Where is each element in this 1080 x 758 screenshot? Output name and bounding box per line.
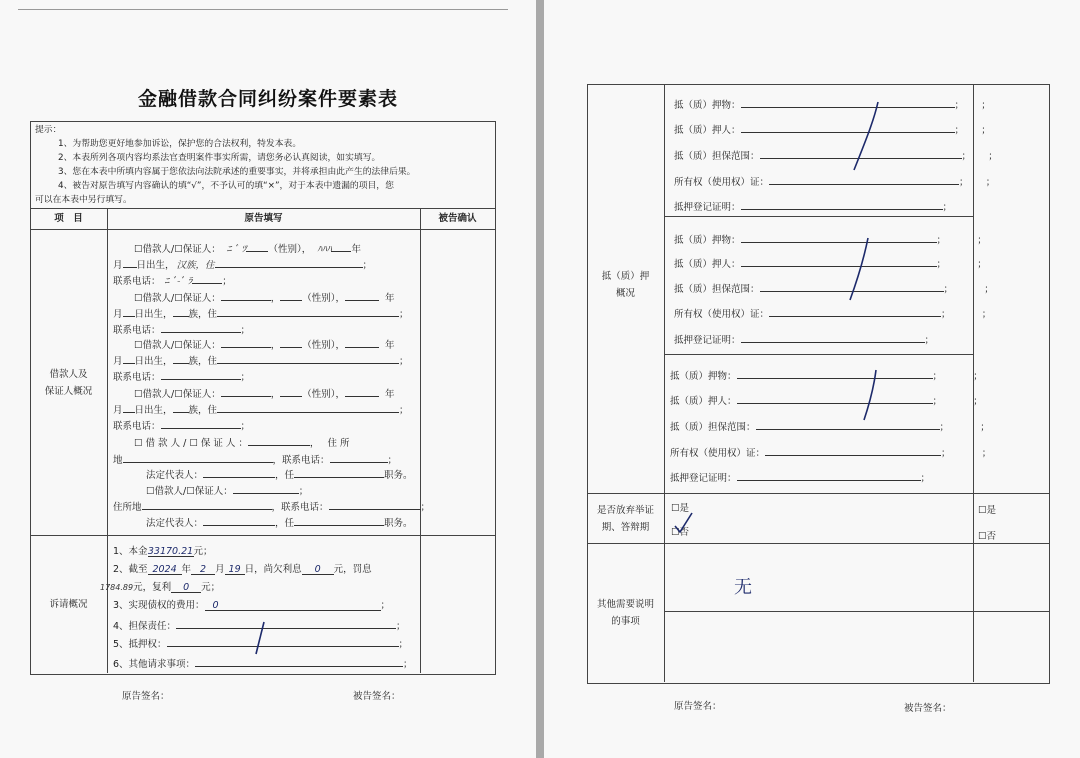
compound-handwritten: 0 [171,582,201,593]
handwritten-slash-block3 [858,368,882,422]
hint-heading: 提示： [35,125,62,135]
claim-interest: 2、截至 2024 年 2 月 19 日，尚欠利息 0 元，罚息 [113,564,372,575]
section-borrower-label [30,366,107,400]
handwritten-slash-block1 [844,100,884,172]
claim-principal: 1、本金33170.21元； [113,546,213,557]
claim-guarantee: 4、担保责任： ； [113,618,406,633]
party1-address-handwritten: 汉族，住 [176,260,215,271]
principal-handwritten: 33170.21 [147,546,194,557]
party2-line1: ☐借款人/☐保证人： ， （性别）， 年 [134,290,395,305]
pledge-section-label [587,268,664,302]
party1-year-handwritten: ﾊﾊﾊ [317,244,332,255]
interest-handwritten: 0 [302,564,334,575]
party1-line3: 联系电话： ﾆ ﾞ-ﾞ ﾗ ； [113,273,232,288]
party1-line2: 月 日出生， 汉族，住 ； [113,257,372,272]
party2-line2: 月 日出生， 族，住 ； [113,306,409,321]
party5-line1: ☐ 借 款 人 / ☐ 保 证 人 ： ， 住 所 [134,435,349,450]
header-item: 项 目 [54,213,83,224]
claim-mortgage: 5、抵押权： ； [113,636,408,651]
pledge2-item: 抵（质）押物： ； ； [674,232,987,247]
handwritten-slash-block2 [844,236,874,302]
pledge3-scope: 抵（质）担保范围： ； ； [670,419,990,434]
party2-line3: 联系电话： ； [113,322,250,337]
waive-section-label [587,502,664,536]
waive-yes-checkbox[interactable]: ☐是 [671,503,690,514]
party5-line2: 地 ，联系电话： ； [113,452,397,467]
pledge2-scope: 抵（质）担保范围： ； ； [674,281,994,296]
plaintiff-signature-label: 原告签名： [122,691,170,702]
party6-line1: ☐借款人/☐保证人： ； [146,483,308,498]
pledge2-person: 抵（质）押人： ； ； [674,256,987,271]
party3-line2: 月 日出生， 族，住 ； [113,353,409,368]
right-defendant-signature-label: 被告签名： [904,703,952,714]
pledge2-reg: 抵押登记证明： ； [674,332,934,347]
pledge1-person: 抵（质）押人： ； ； [674,122,991,137]
section-claims-label: 诉请概况 [49,599,88,610]
pledge3-item: 抵（质）押物： ； ； [670,368,983,383]
pledge-label-line1: 抵（质）押 [601,271,650,282]
other-notes-label [587,596,664,630]
form-title: 金融借款合同纠纷案件要素表 [137,88,398,110]
page-top-rule [18,9,508,10]
hint-line-3: 3、您在本表中所填内容属于您依法向法院承述的重要事实，并将承担由此产生的法律后果。 [58,167,416,177]
other-notes-handwritten: 无 [734,577,752,598]
day-handwritten: 19 [225,564,245,575]
fee-handwritten: 0 [205,600,381,611]
party1-name-handwritten: ﾆ ﾞ ﾂ [226,244,247,255]
header-plaintiff: 原告填写 [244,213,283,224]
party6-line3: 法定代表人： ，任 职务。 [146,515,413,530]
pledge1-reg: 抵押登记证明： ； [674,199,952,214]
pledge3-person: 抵（质）押人： ； ； [670,393,983,408]
year-handwritten: 2024 [148,564,182,575]
hint-line-2: 2、本表所列各项内容均系法官查明案件事实所需，请您务必认真阅读，如实填写。 [58,153,381,163]
pledge1-item: 抵（质）押物： ； ； [674,97,991,112]
waive-label-line2: 期、答辩期 [601,522,650,533]
waive-no-checkbox[interactable]: ☐否 [671,527,690,538]
claim-other: 6、其他请求事项： ； [113,656,413,671]
pledge3-reg: 抵押登记证明： ； [670,470,930,485]
waive-label-line1: 是否放弃举证 [596,505,654,516]
hint-line-5: 可以在本表中另行填写。 [35,195,132,205]
other-notes-label-line1: 其他需要说明 [596,599,654,610]
party1-line1: ☐借款人/☐保证人： ﾆ ﾞ ﾂ （性别）， ﾊﾊﾊ 年 [134,241,361,256]
party1-phone-handwritten: ﾆ ﾞ-ﾞ ﾗ [164,276,193,287]
header-defendant: 被告确认 [438,213,477,224]
party4-line3: 联系电话： ； [113,418,250,433]
party6-line2: 住所地 ，联系电话： ； [113,499,430,514]
other-notes-label-line2: 的事项 [611,616,640,627]
party4-line2: 月 日出生， 族，住 ； [113,402,409,417]
handwritten-slash-mark [250,620,270,656]
pledge3-cert: 所有权（使用权）证： ； ； [670,445,991,460]
document-page-right [544,0,1080,758]
hint-line-1: 1、为帮助您更好地参加诉讼，保护您的合法权利，特发本表。 [58,139,302,149]
hint-line-4: 4、被告对原告填写内容确认的填“√”，不予认可的填“×”，对于本表中遗漏的项目，您 [58,181,394,191]
document-page-left [0,0,536,758]
claim-compound: 1784.89元，复利 0 元； [100,582,221,593]
right-plaintiff-signature-label: 原告签名： [674,701,722,712]
handwritten-check-mark [672,510,696,534]
party4-line1: ☐借款人/☐保证人： ， （性别）， 年 [134,386,395,401]
pledge-label-line2: 概况 [615,288,635,299]
party3-line1: ☐借款人/☐保证人： ， （性别）， 年 [134,337,395,352]
defendant-waive-no-checkbox[interactable]: ☐否 [978,531,997,542]
penalty-handwritten: 1784.89 [100,583,134,592]
party3-line3: 联系电话： ； [113,369,250,384]
pledge2-cert: 所有权（使用权）证： ； ； [674,306,991,321]
borrower-label-line1: 借款人及 [49,369,88,380]
claim-fees: 3、实现债权的费用： 0 ； [113,600,391,611]
party5-line3: 法定代表人： ，任 职务。 [146,467,413,482]
pledge1-cert: 所有权（使用权）证： ； ； [674,174,995,189]
defendant-waive-yes-checkbox[interactable]: ☐是 [978,505,997,516]
defendant-signature-label: 被告签名： [353,691,401,702]
month-handwritten: 2 [191,564,215,575]
pledge1-scope: 抵（质）担保范围： ； ； [674,148,998,163]
borrower-label-line2: 保证人概况 [44,386,93,397]
